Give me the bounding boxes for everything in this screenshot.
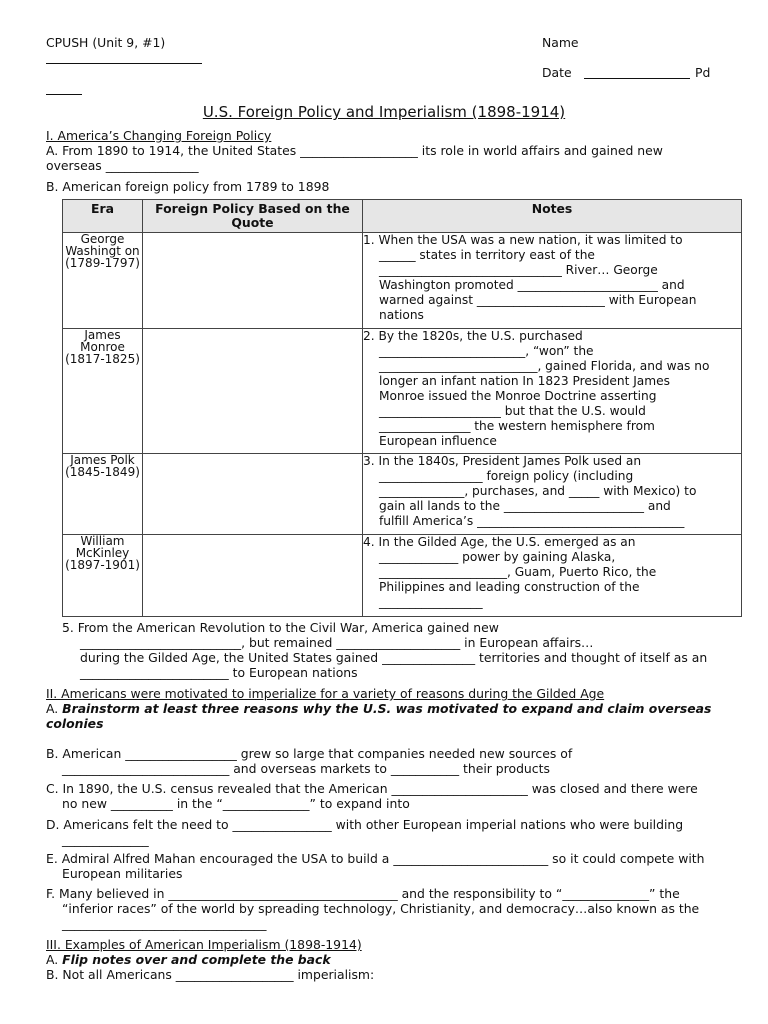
note-line: Monroe issued the Monroe Doctrine asserting bbox=[379, 389, 657, 403]
note-line: gain all lands to the _______________________ and bbox=[379, 499, 671, 513]
section1-item-5 bbox=[62, 620, 707, 680]
item-line: C. In 1890, the U.S. census revealed that the American ______________________ was closed and there were bbox=[46, 781, 698, 796]
item-line: European militaries bbox=[62, 866, 183, 881]
era-cell: William McKinley (1897-1901) bbox=[63, 535, 143, 617]
item-line: ______________ bbox=[62, 832, 149, 847]
section1-item-a bbox=[46, 143, 663, 173]
note-line: ________________________, “won” the bbox=[379, 344, 594, 358]
era-cell: James Polk (1845-1849) bbox=[63, 454, 143, 535]
note-line: European influence bbox=[379, 434, 497, 448]
table-row bbox=[63, 454, 742, 535]
note-line: ______ states in territory east of the bbox=[379, 248, 595, 262]
section2-item-e bbox=[46, 851, 705, 881]
table-row bbox=[63, 535, 742, 617]
note-line: ______________, purchases, and _____ with Mexico) to bbox=[379, 484, 697, 498]
foreign-policy-table bbox=[62, 199, 742, 617]
section3-item-b: B. Not all Americans ___________________ imperialism: bbox=[46, 967, 375, 982]
section2-item-c bbox=[46, 781, 698, 811]
section3-item-a bbox=[46, 952, 331, 967]
note-line: ____________________ but that the U.S. would bbox=[379, 404, 646, 418]
section1-heading: I. America’s Changing Foreign Policy bbox=[46, 128, 272, 143]
note-line: 2. By the 1820s, the U.S. purchased bbox=[363, 329, 583, 343]
section2-a-bold: Brainstorm at least three reasons why the U.S. was motivated to expand and claim overseas bbox=[62, 701, 712, 716]
course-blank-line[interactable] bbox=[46, 63, 202, 64]
note-line: Philippines and leading construction of the bbox=[379, 580, 640, 594]
item5-line: 5. From the American Revolution to the Civil War, America gained new bbox=[62, 620, 499, 635]
notes-cell bbox=[363, 329, 742, 454]
policy-answer-cell[interactable] bbox=[143, 329, 363, 454]
item-line: D. Americans felt the need to ________________ with other European imperial nations who were building bbox=[46, 817, 684, 832]
page-title: U.S. Foreign Policy and Imperialism (1898-1914) bbox=[202, 103, 566, 121]
section2-item-a bbox=[46, 701, 711, 731]
date-label: Date bbox=[542, 65, 572, 80]
pd-label: Pd bbox=[695, 65, 711, 80]
policy-answer-cell[interactable] bbox=[143, 233, 363, 329]
section1-a-line2: overseas _______________ bbox=[46, 158, 199, 173]
policy-answer-cell[interactable] bbox=[143, 454, 363, 535]
note-line: _____________ power by gaining Alaska, bbox=[379, 550, 616, 564]
date-blank-line[interactable] bbox=[584, 78, 690, 79]
name-label: Name bbox=[542, 35, 579, 50]
item-line: B. American __________________ grew so large that companies needed new sources of bbox=[46, 746, 573, 761]
section3-a-bold: Flip notes over and complete the back bbox=[62, 952, 331, 967]
section3-heading: III. Examples of American Imperialism (1898-1914) bbox=[46, 937, 362, 952]
section2-item-f bbox=[46, 886, 699, 931]
table-header-row bbox=[63, 200, 742, 233]
note-line: Washington promoted _______________________ and bbox=[379, 278, 685, 292]
note-line: warned against _____________________ with European bbox=[379, 293, 697, 307]
header-era: Era bbox=[63, 200, 143, 233]
note-line: 1. When the USA was a new nation, it was limited to bbox=[363, 233, 683, 247]
table-row bbox=[63, 329, 742, 454]
section2-item-d bbox=[46, 817, 683, 847]
table-row bbox=[63, 233, 742, 329]
note-line: longer an infant nation In 1823 President James bbox=[379, 374, 670, 388]
section1-a-line1: A. From 1890 to 1914, the United States ___________________ its role in world affairs and gained new bbox=[46, 143, 663, 158]
item-line: no new __________ in the “______________” to expand into bbox=[62, 796, 410, 811]
note-line: _________________ bbox=[379, 595, 483, 609]
note-line: _________________ foreign policy (including bbox=[379, 469, 634, 483]
policy-answer-cell[interactable] bbox=[143, 535, 363, 617]
item-line: E. Admiral Alfred Mahan encouraged the USA to build a _________________________ so it could compete with bbox=[46, 851, 705, 866]
notes-cell bbox=[363, 454, 742, 535]
section3-a-prefix: A. bbox=[46, 952, 63, 967]
notes-cell bbox=[363, 535, 742, 617]
item-line: F. Many believed in _____________________________________ and the responsibility to “______________” the bbox=[46, 886, 680, 901]
item-line: ___________________________ and overseas markets to ___________ their products bbox=[62, 761, 550, 776]
section2-a-bold2: colonies bbox=[46, 716, 104, 731]
item5-line: ________________________ to European nations bbox=[80, 665, 358, 680]
header-notes: Notes bbox=[363, 200, 742, 233]
note-line: _______________ the western hemisphere from bbox=[379, 419, 655, 433]
section2-heading: II. Americans were motivated to imperialize for a variety of reasons during the Gilded Age bbox=[46, 686, 605, 701]
notes-cell bbox=[363, 233, 742, 329]
section1-item-b: B. American foreign policy from 1789 to 1898 bbox=[46, 179, 330, 194]
item-line: _________________________________ bbox=[62, 916, 267, 931]
era-cell: George Washingt on (1789-1797) bbox=[63, 233, 143, 329]
course-label: CPUSH (Unit 9, #1) bbox=[46, 35, 166, 50]
note-line: nations bbox=[379, 308, 424, 322]
section2-a-prefix: A. bbox=[46, 701, 63, 716]
note-line: 3. In the 1840s, President James Polk used an bbox=[363, 454, 642, 468]
item5-line: during the Gilded Age, the United States gained _______________ territories and thought of itself as an bbox=[80, 650, 708, 665]
note-line: 4. In the Gilded Age, the U.S. emerged as an bbox=[363, 535, 636, 549]
note-line: ______________________________ River… George bbox=[379, 263, 658, 277]
item-line: “inferior races” of the world by spreading technology, Christianity, and democracy…also known as the bbox=[62, 901, 700, 916]
section2-item-b bbox=[46, 746, 572, 776]
course-blank-short[interactable] bbox=[46, 94, 82, 95]
header-foreign-policy: Foreign Policy Based on the Quote bbox=[143, 200, 363, 233]
item5-line: __________________________, but remained ____________________ in European affairs… bbox=[80, 635, 594, 650]
note-line: fulfill America’s __________________________________ bbox=[379, 514, 685, 528]
era-cell: James Monroe (1817-1825) bbox=[63, 329, 143, 454]
note-line: _____________________, Guam, Puerto Rico, the bbox=[379, 565, 657, 579]
note-line: __________________________, gained Florida, and was no bbox=[379, 359, 710, 373]
